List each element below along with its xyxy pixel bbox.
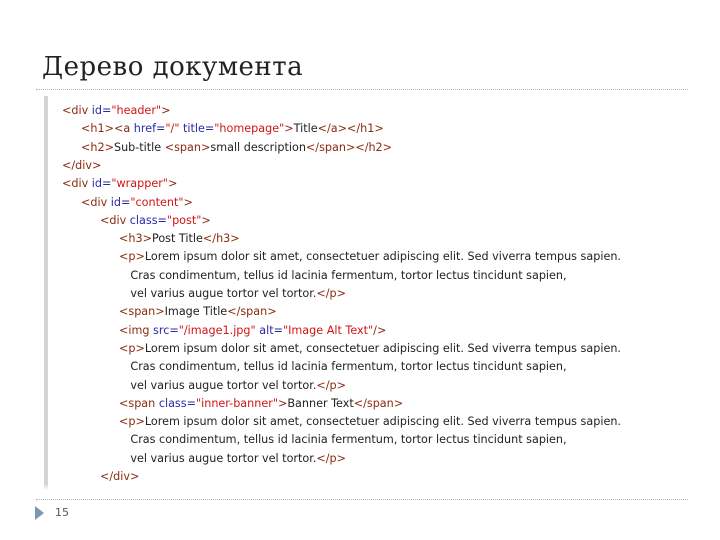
code-line — [130, 287, 346, 301]
code-line — [130, 269, 566, 283]
code-line — [130, 360, 566, 374]
code-token: <div — [81, 195, 111, 209]
code-token: "Image Alt Text" — [282, 323, 374, 337]
code-token: </span></h2> — [305, 140, 393, 154]
code-token: "wrapper" — [111, 177, 168, 191]
code-token: <h2> — [81, 140, 114, 154]
code-line — [119, 232, 240, 246]
code-token: Sub-title — [113, 140, 165, 154]
code-line — [130, 452, 346, 466]
code-line — [119, 324, 386, 338]
code-token: <span> — [119, 305, 165, 319]
code-token: "/image1.jpg" — [178, 323, 256, 337]
code-token: <span> — [164, 140, 211, 154]
code-token: > — [277, 396, 288, 410]
code-token: Cras condimentum, tellus id lacinia fermentum, tortor lectus tincidunt sapien, — [130, 433, 567, 447]
code-token: <img — [119, 323, 154, 337]
code-token: </div> — [62, 158, 102, 172]
code-token: > — [167, 177, 178, 191]
code-token: "homepage" — [214, 122, 285, 136]
code-token: "/" — [165, 122, 180, 136]
code-token: /> — [373, 323, 387, 337]
code-line — [100, 214, 211, 228]
code-token: Lorem ipsum dolor sit amet, consectetuer adipiscing elit. Sed viverra tempus sapien. — [144, 250, 621, 264]
code-token: class= — [158, 396, 196, 410]
code-token: <div — [100, 213, 130, 227]
code-line — [119, 250, 621, 264]
code-token: <div — [62, 177, 92, 191]
code-token: <a — [113, 122, 134, 136]
code-token: > — [183, 195, 193, 209]
code-screenshot — [44, 96, 684, 490]
code-line — [81, 122, 384, 136]
code-token: vel varius augue tortor vel tortor. — [130, 378, 317, 392]
code-line — [119, 305, 277, 319]
code-token: <p> — [119, 250, 145, 264]
code-token: <p> — [119, 341, 145, 355]
code-token: > — [201, 213, 211, 227]
code-line — [119, 397, 403, 411]
code-token: "header" — [111, 104, 162, 117]
code-line — [81, 196, 193, 210]
code-left-border — [44, 96, 48, 490]
code-token: </span> — [227, 305, 277, 319]
code-token: </h3> — [202, 232, 240, 246]
code-token: </a></h1> — [317, 122, 384, 136]
code-token: Image Title — [164, 305, 228, 319]
code-token: <div — [62, 104, 92, 117]
code-line — [119, 415, 621, 429]
code-token: Lorem ipsum dolor sit amet, consectetuer adipiscing elit. Sed viverra tempus sapien. — [144, 415, 621, 429]
slide-title: Дерево документа — [42, 52, 304, 82]
code-token: "inner-banner" — [195, 396, 278, 410]
code-token: id= — [110, 195, 131, 209]
page-number: 15 — [55, 506, 69, 519]
code-token: "content" — [130, 195, 184, 209]
footer-divider — [36, 499, 688, 500]
code-line — [62, 159, 101, 173]
code-token: Cras condimentum, tellus id lacinia fermentum, tortor lectus tincidunt sapien, — [130, 360, 567, 374]
code-token: Post Title — [151, 232, 203, 246]
code-token: Cras condimentum, tellus id lacinia fermentum, tortor lectus tincidunt sapien, — [130, 268, 567, 282]
code-token: </p> — [316, 378, 346, 392]
code-token: > — [284, 122, 294, 136]
code-line — [81, 141, 392, 155]
code-line — [62, 177, 177, 191]
code-token: <span — [119, 396, 159, 410]
code-token: </p> — [316, 287, 346, 300]
code-line — [62, 104, 170, 118]
code-bottom-fade — [44, 484, 684, 490]
code-token: <h1> — [81, 122, 114, 136]
code-token: id= — [91, 104, 112, 117]
code-token: </div> — [100, 470, 140, 483]
code-token: <h3> — [119, 232, 152, 246]
code-token: class= — [129, 213, 167, 227]
code-token: href= — [133, 122, 166, 136]
code-token: </span> — [353, 396, 404, 410]
code-line — [130, 379, 346, 393]
code-token: alt= — [255, 323, 283, 337]
title-divider — [36, 89, 688, 90]
code-token: vel varius augue tortor vel tortor. — [130, 287, 317, 300]
code-token: > — [161, 104, 171, 117]
code-token: small description — [210, 140, 306, 154]
code-token: Banner Text — [287, 396, 354, 410]
code-token: title= — [179, 122, 215, 136]
code-line — [130, 433, 566, 447]
code-token: vel varius augue tortor vel tortor. — [130, 451, 317, 465]
code-token: </p> — [316, 451, 346, 465]
slide-bullet-arrow-icon — [35, 506, 44, 520]
code-token: src= — [153, 323, 179, 337]
code-token: id= — [91, 177, 112, 191]
code-line — [100, 470, 139, 484]
code-token: Lorem ipsum dolor sit amet, consectetuer adipiscing elit. Sed viverra tempus sapien. — [144, 341, 621, 355]
code-token: Title — [293, 122, 318, 136]
code-line — [119, 342, 621, 356]
code-token: <p> — [119, 415, 145, 429]
code-token: "post" — [166, 213, 202, 227]
